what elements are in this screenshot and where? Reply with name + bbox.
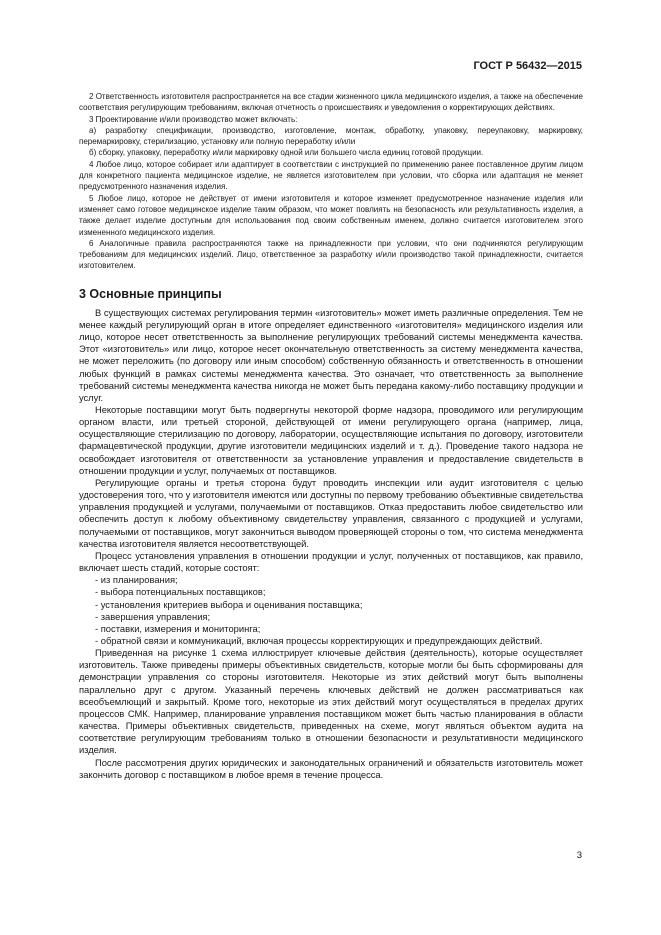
note-5: 5 Любое лицо, которое не действует от имени изготовителя и которое изменяет предусмотренное назначение изделия или изменяет само готовое медицинское изделие таким образом, что может повлиять на безопасность или результативность изделия, а также делает изделие доступным для использования под своим собственным именем, должно считается изготовителем этого измененного медицинского изделия. [79,193,583,237]
paragraph: Некоторые поставщики могут быть подвергнуты некоторой форме надзора, проводимого или регулирующим органом власти, или третьей стороной, действующей от имени регулирующего органа (например, лица, осуществляющие стерилизацию по договору, лаборатории, осуществляющие испытания по договору, изготовители фармацевтической продукции, другие изготовители медицинских изделий и т. д.). Проведение такого надзора не освобождает изготовителя от ответственности за установление управления и предоставление свидетельств в отношении продукции и услуг, получаемых от поставщиков. [79,404,583,476]
section-title: 3 Основные принципы [79,286,222,301]
paragraph: Приведенная на рисунке 1 схема иллюстрирует ключевые действия (деятельность), которые осуществляет изготовитель. Также приведены примеры объективных свидетельств, которые могли бы быть сформированы для демонстрации управления со стороны изготовителя. Некоторые из этих действий могут быть выполнены параллельно друг с другом. Указанный перечень ключевых действий не должен рассматриваться как всеобъемлющий и закрытый. Кроме того, некоторые из этих действий могут осуществляться в пределах других процессов СМК. Например, планирование управления поставщиком может быть частью планирования в области качества. Примеры объективных свидетельств, приведенных на схеме, могут являться объектом аудита на соответствие регулирующим требованиям только в отношении безопасности и результативности медицинского изделия. [79,647,583,756]
stages-list [79,574,583,647]
notes-block [79,91,583,272]
section-body [79,307,583,781]
note-4: 4 Любое лицо, которое собирает или адаптирует в соответствии с инструкцией по применению ранее поставленное другим лицом для конкретного пациента медицинское изделие, не является изготовителем при условии, что сборка или адаптация не меняет предусмотренного назначения изделия. [79,159,583,192]
note-6: 6 Аналогичные правила распространяются также на принадлежности при условии, что они подчиняются регулирующим требованиям для медицинских изделий. Лицо, ответственное за разработку и/или производство такой принадлежности, считается изготовителем. [79,238,583,271]
paragraph: В существующих системах регулирования термин «изготовитель» может иметь различные определения. Тем не менее каждый регулирующий орган в итоге определяет единственного «изготовителя» медицинского изделия или лицо, которое несет ответственность за выполнение регулирующих требований системы менеджмента качества. Этот «изготовитель» или лицо, которое несет окончательную ответственность за систему менеджмента качества, не может переложить (по договору или иным способом) собственную обязанность и ответственность в отношении любых функций в рамках системы менеджмента качества. Это означает, что ответственность за выполнение требований системы менеджмента качества никогда не может быть передана какому-либо поставщику продукции и услуг. [79,306,583,403]
note-2: 2 Ответственность изготовителя распространяется на все стадии жизненного цикла медицинского изделия, а также на обеспечение соответствия регулирующим требованиям, включая отчетность о происшествиях и уведомления о корректирующих действиях. [79,92,583,113]
paragraph: Регулирующие органы и третья сторона будут проводить инспекции или аудит изготовителя с целью удостоверения того, что у изготовителя имеются или доступны по первому требованию объективные свидетельства управления продукцией и услугами, получаемыми от поставщиков. Отказ предоставить любое свидетельство или обеспечить доступ к любому объективному свидетельству управления, связанного с продукцией и услугами, получаемыми от поставщиков, могут закончиться выводом проверяющей стороны о том, что система менеджмента качества изготовителя является несоответствующей. [79,476,583,549]
list-item: - из планирования; [95,574,178,586]
list-item: - установления критериев выбора и оценивания поставщика; [95,598,363,610]
document-code: ГОСТ Р 56432—2015 [473,60,582,72]
list-item: - завершения управления; [95,610,211,622]
list-item: - обратной связи и коммуникаций, включая процессы корректирующих и предупреждающих действий. [95,634,543,646]
page-number: 3 [576,850,582,861]
paragraph: После рассмотрения других юридических и законодательных ограничений и обязательств изготовитель может закончить договор с поставщиком в любое время в течение процесса. [79,756,583,780]
note-3b: б) сборку, упаковку, переработку и/или маркировку одной или большего числа единиц готовой продукции. [89,148,484,158]
note-3: 3 Проектирование и/или производство может включать: [89,114,298,124]
list-item: - поставки, измерения и мониторинга; [95,622,261,634]
paragraph: Процесс установления управления в отношении продукции и услуг, полученных от поставщиков, как правило, включает шесть стадий, которые состоят: [79,549,583,574]
list-item: - выбора потенциальных поставщиков; [95,586,266,598]
note-3a: а) разработку спецификации, производство, изготовление, монтаж, обработку, упаковку, переупаковку, маркировку, перемаркировку, стерилизацию, установку или полную переработку и/или [79,125,583,147]
page-content [79,90,583,781]
